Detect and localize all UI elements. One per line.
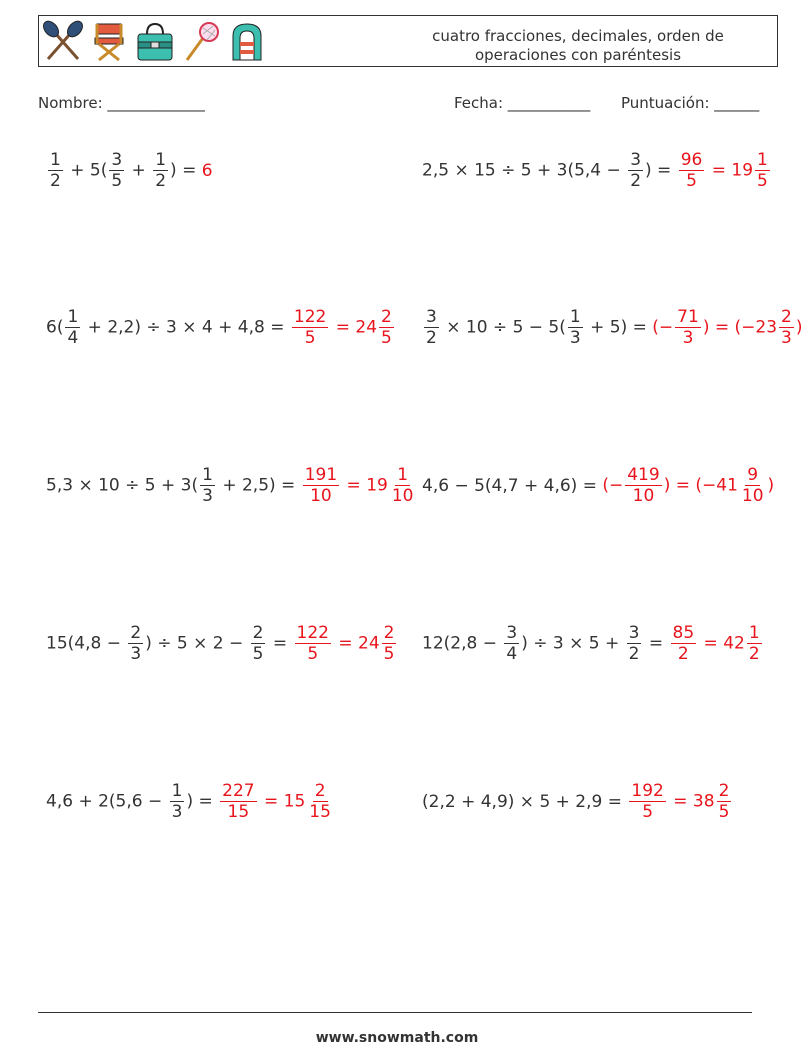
problem-answer: (− $\frac{71}{3}$ ) = (−23 $\frac{2}{3}$ ) [652, 307, 802, 348]
problem-answer: $\frac{192}{5}$ = 38 $\frac{2}{5}$ [631, 781, 730, 822]
fraction: $\frac{122}{5}$ [293, 307, 327, 348]
problem-expression: 2,5 × 15 ÷ 5 + 3(5,4 − $\frac{3}{2}$ ) = [422, 150, 677, 191]
problem-expression: 4,6 − 5(4,7 + 4,6) = [422, 475, 603, 496]
date-field-label: Fecha: ___________ [454, 94, 591, 112]
fraction: $\frac{96}{5}$ [680, 150, 703, 191]
fraction: $\frac{1}{2}$ [748, 623, 760, 664]
problem-item [46, 150, 213, 191]
problem-answer: $\frac{122}{5}$ = 24 $\frac{2}{5}$ [293, 307, 392, 348]
worksheet-title [413, 27, 743, 65]
worksheet-header [38, 15, 778, 67]
fraction: $\frac{1}{2}$ [50, 150, 61, 191]
problem-item [46, 623, 398, 664]
name-field-label: Nombre: _____________ [38, 94, 205, 112]
fraction: $\frac{1}{3}$ [569, 307, 581, 348]
fraction: $\frac{227}{15}$ [222, 781, 255, 822]
fraction: $\frac{71}{3}$ [677, 307, 699, 348]
problem-answer: $\frac{191}{10}$ = 19 $\frac{1}{10}$ [304, 465, 414, 506]
problem-expression: 15(4,8 − $\frac{2}{3}$ ) ÷ 5 × 2 − $\frac{2}{5}$ = [46, 623, 293, 664]
fraction: $\frac{2}{5}$ [381, 307, 392, 348]
problem-expression: 4,6 + 2(5,6 − $\frac{1}{3}$ ) = [46, 781, 219, 822]
fraction: $\frac{122}{5}$ [296, 623, 329, 664]
problem-answer: $\frac{85}{2}$ = 42 $\frac{1}{2}$ [672, 623, 760, 664]
life-jacket-icon [227, 20, 267, 64]
problem-answer: (− $\frac{419}{10}$ ) = (−41 $\frac{9}{10}$ ) [602, 465, 775, 506]
problem-expression: (2,2 + 4,9) × 5 + 2,9 = [422, 791, 628, 812]
problem-item [422, 623, 764, 664]
header-icons [43, 19, 267, 65]
cooler-bag-icon [135, 20, 175, 64]
problem-expression: 6( $\frac{1}{4}$ + 2,2) ÷ 3 × 4 + 4,8 = [46, 307, 290, 348]
fraction: $\frac{2}{5}$ [383, 623, 395, 664]
title-line-2: operaciones con paréntesis [474, 46, 682, 64]
fraction: $\frac{1}{4}$ [67, 307, 79, 348]
fraction: $\frac{2}{5}$ [252, 623, 264, 664]
problem-expression: 12(2,8 − $\frac{3}{4}$ ) ÷ 3 × 5 + $\frac{3}{2}$ = [422, 623, 669, 664]
problem-expression: $\frac{1}{2}$ + 5( $\frac{3}{5}$ + $\frac{1}{2}$ ) = [50, 150, 202, 191]
problem-item [422, 307, 802, 348]
fraction: $\frac{2}{3}$ [130, 623, 142, 664]
problem-item [46, 307, 396, 348]
footer-url: www.snowmath.com [315, 1030, 479, 1046]
problem-answer: $\frac{96}{5}$ = 19 $\frac{1}{5}$ [680, 150, 768, 191]
fraction: $\frac{3}{2}$ [628, 623, 640, 664]
problem-expression: $\frac{3}{2}$ × 10 ÷ 5 − 5( $\frac{1}{3}$ + 5) = [426, 307, 653, 348]
fraction: $\frac{1}{3}$ [171, 781, 183, 822]
footer-divider [38, 1012, 752, 1013]
fraction: $\frac{1}{10}$ [391, 465, 414, 506]
fraction: $\frac{9}{10}$ [741, 465, 764, 506]
fraction: $\frac{192}{5}$ [631, 781, 664, 822]
title-line-1: cuatro fracciones, decimales, orden de [432, 27, 724, 45]
director-chair-icon [89, 20, 129, 64]
fraction: $\frac{1}{2}$ [155, 150, 167, 191]
problem-answer: $\frac{227}{15}$ = 15 $\frac{2}{15}$ [222, 781, 331, 822]
oars-icon [43, 20, 83, 64]
fraction: $\frac{3}{4}$ [506, 623, 518, 664]
problem-item [46, 781, 335, 822]
problem-answer: 6 [201, 160, 213, 181]
fraction: $\frac{2}{3}$ [781, 307, 792, 348]
fraction: $\frac{2}{15}$ [309, 781, 331, 822]
fraction: $\frac{2}{5}$ [718, 781, 730, 822]
fraction: $\frac{191}{10}$ [304, 465, 338, 506]
problem-item [422, 465, 774, 506]
problem-item [422, 150, 772, 191]
fraction: $\frac{1}{3}$ [202, 465, 213, 506]
fraction: $\frac{3}{2}$ [630, 150, 642, 191]
fraction: $\frac{3}{2}$ [426, 307, 437, 348]
fraction: $\frac{3}{5}$ [111, 150, 123, 191]
problem-expression: 5,3 × 10 ÷ 5 + 3( $\frac{1}{3}$ + 2,5) = [46, 465, 301, 506]
fishing-net-icon [181, 20, 221, 64]
fraction: $\frac{1}{5}$ [757, 150, 768, 191]
fraction: $\frac{419}{10}$ [627, 465, 660, 506]
problem-item [422, 781, 733, 822]
score-field-label: Puntuación: ______ [621, 94, 760, 112]
problem-answer: $\frac{122}{5}$ = 24 $\frac{2}{5}$ [296, 623, 395, 664]
fraction: $\frac{85}{2}$ [672, 623, 695, 664]
problem-item [46, 465, 418, 506]
